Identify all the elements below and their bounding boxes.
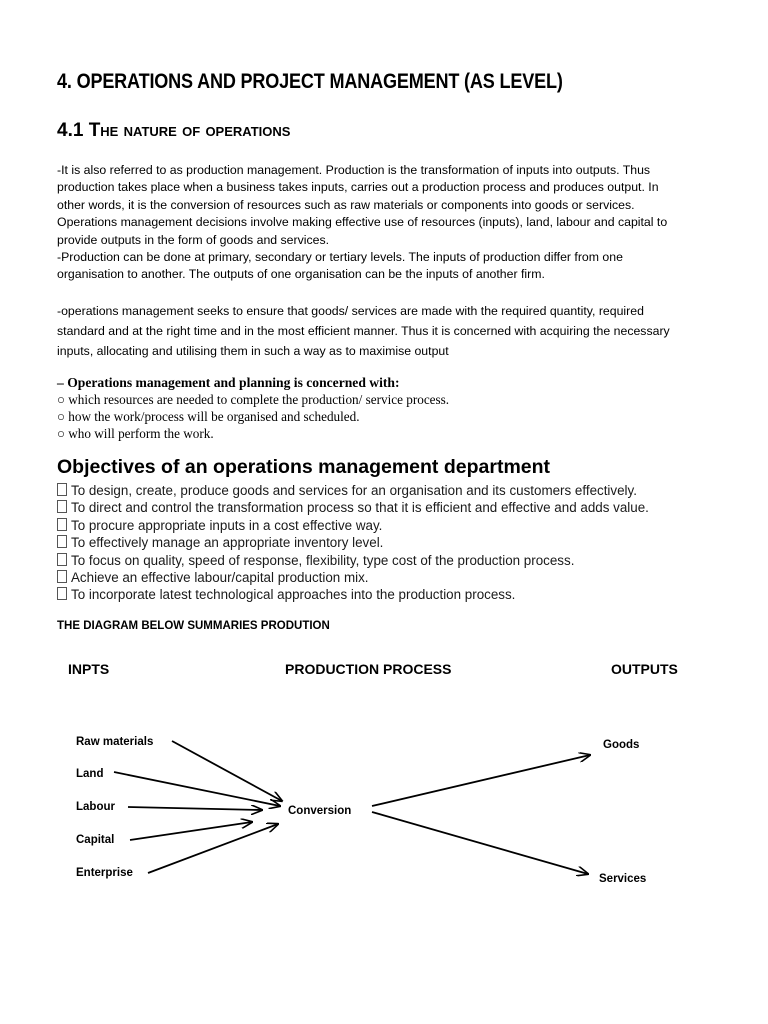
planning-item: ○ how the work/process will be organised and scheduled.	[57, 409, 360, 424]
arrow-goods	[372, 755, 590, 806]
intro-line: production takes place when a business takes inputs, carries out a production process and produces output. In	[57, 180, 659, 195]
ensure-line: -operations management seeks to ensure that goods/ services are made with the required quantity, required	[57, 304, 644, 318]
section-heading: 4.1 The nature of operations	[57, 120, 291, 141]
objective-item: To direct and control the transformation process so that it is efficient and effective and adds value.	[57, 499, 649, 516]
arrow-enterprise	[148, 824, 278, 873]
objective-item: To focus on quality, speed of response, flexibility, type cost of the production process.	[57, 552, 649, 569]
process-column-label: PRODUCTION PROCESS	[285, 661, 452, 677]
diagram-caption: THE DIAGRAM BELOW SUMMARIES PRODUTION	[57, 620, 330, 632]
arrow-labour	[128, 807, 262, 810]
ensure-paragraph	[57, 301, 707, 361]
objective-item: To procure appropriate inputs in a cost effective way.	[57, 517, 649, 534]
bullet-box-icon	[57, 553, 67, 566]
input-raw-materials: Raw materials	[76, 736, 154, 748]
page-heading: 4. OPERATIONS AND PROJECT MANAGEMENT (AS LEVEL)	[57, 70, 563, 93]
inputs-column-label: INPTS	[68, 661, 110, 677]
objectives-list	[57, 482, 649, 604]
planning-lead: – Operations management and planning is concerned with:	[57, 375, 400, 390]
objectives-heading: Objectives of an operations management department	[57, 456, 551, 478]
arrow-capital	[130, 822, 252, 840]
planning-item: ○ who will perform the work.	[57, 426, 214, 441]
bullet-box-icon	[57, 570, 67, 583]
bullet-box-icon	[57, 483, 67, 496]
arrow-land	[114, 772, 280, 806]
input-enterprise: Enterprise	[76, 867, 133, 879]
input-capital: Capital	[76, 834, 115, 846]
production-diagram	[0, 640, 768, 900]
output-goods: Goods	[603, 739, 640, 751]
objective-item: Achieve an effective labour/capital production mix.	[57, 569, 649, 586]
planning-list	[57, 374, 449, 442]
intro-line: other words, it is the conversion of resources such as raw materials or components into goods or services.	[57, 197, 635, 212]
intro-line: provide outputs in the form of goods and services.	[57, 232, 330, 247]
objective-item: To effectively manage an appropriate inventory level.	[57, 534, 649, 551]
outputs-column-label: OUTPUTS	[611, 661, 678, 677]
planning-item: ○ which resources are needed to complete the production/ service process.	[57, 392, 450, 407]
input-land: Land	[76, 768, 104, 780]
intro-paragraph	[57, 162, 707, 284]
objective-item: To incorporate latest technological approaches into the production process.	[57, 586, 649, 603]
intro-line: -Production can be done at primary, secondary or tertiary levels. The inputs of production differ from one	[57, 250, 623, 265]
ensure-line: inputs, allocating and utilising them in such a way as to maximise output	[57, 344, 449, 358]
ensure-line: standard and at the right time and in the most efficient manner. Thus it is concerned with acquiring the necessary	[57, 324, 670, 338]
input-labour: Labour	[76, 801, 115, 813]
output-services: Services	[599, 873, 647, 885]
arrow-services	[372, 812, 588, 874]
process-conversion: Conversion	[288, 805, 352, 817]
objective-item: To design, create, produce goods and services for an organisation and its customers effectively.	[57, 482, 649, 499]
arrow-raw-materials	[172, 741, 282, 801]
intro-line: organisation to another. The outputs of one organisation can be the inputs of another firm.	[57, 267, 545, 282]
bullet-box-icon	[57, 535, 67, 548]
intro-line: Operations management decisions involve making effective use of resources (inputs), land, labour and capital to	[57, 215, 668, 230]
bullet-box-icon	[57, 587, 67, 600]
bullet-box-icon	[57, 500, 67, 513]
bullet-box-icon	[57, 518, 67, 531]
intro-line: -It is also referred to as production management. Production is the transformation of inputs into outputs. Thus	[57, 163, 651, 177]
